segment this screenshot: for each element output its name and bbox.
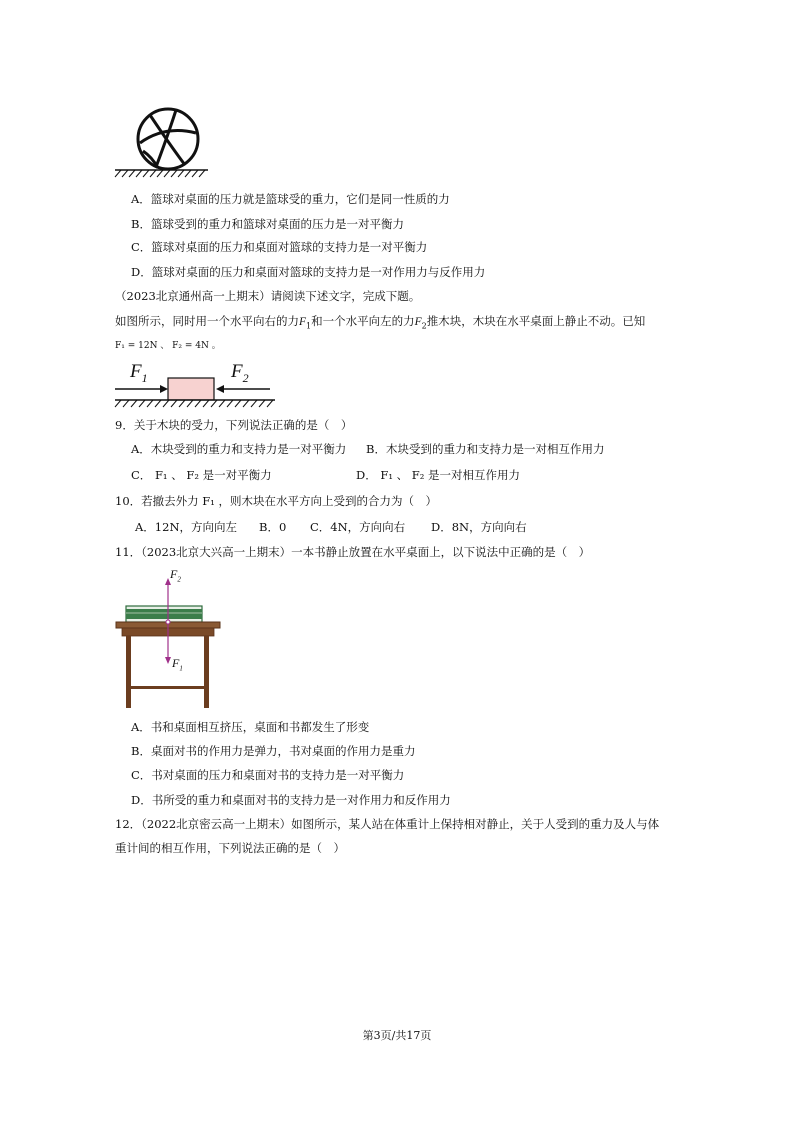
q10-option-d: D．8N，方向向右 — [431, 520, 527, 534]
q11-option-d: D．书所受的重力和桌面对书的支持力是一对作用力和反作用力 — [131, 793, 451, 807]
q11-option-c: C．书对桌面的压力和桌面对书的支持力是一对平衡力 — [131, 768, 405, 782]
table-leg-left — [126, 636, 131, 708]
fig-f1-label: $F_1$ — [172, 656, 183, 673]
q10-option-c: C．4N，方向向右 — [310, 520, 406, 534]
q9-stem: 9．关于木块的受力，下列说法正确的是（ ） — [115, 418, 353, 432]
q9-option-a: A．木块受到的重力和支持力是一对平衡力 — [131, 442, 347, 456]
page-footer: 第3页/共17页 — [362, 1029, 432, 1042]
block-f1-label: $F_1$ — [130, 361, 148, 385]
block-f2-label: $F_2$ — [231, 361, 249, 385]
passage-source: （2023北京通州高一上期末）请阅读下述文字，完成下题。 — [115, 289, 421, 303]
wooden-block — [168, 378, 214, 400]
passage-text: 如图所示，同时用一个水平向右的力$F_1$和一个水平向左的力$F_2$推木块，木块在水平桌面上静止不动。已知 — [115, 314, 646, 331]
q11-option-b: B．桌面对书的作用力是弹力，书对桌面的作用力是重力 — [131, 744, 416, 758]
q12-stem-line2: 重计间的相互作用，下列说法正确的是（ ） — [115, 841, 345, 855]
q10-option-a: A．12N，方向向左 — [135, 520, 237, 534]
fig-f2-label: $F_2$ — [170, 567, 181, 584]
table-leg-right — [204, 636, 209, 708]
passage-given: F₁ = 12N 、 F₂ = 4N 。 — [115, 341, 221, 351]
q12-stem-line1: 12．（2022北京密云高一上期末）如图所示，某人站在体重计上保持相对静止，关于人受到的重力及人与体 — [115, 817, 660, 831]
q8-option-b: B．篮球受到的重力和篮球对桌面的压力是一对平衡力 — [131, 217, 404, 231]
q10-option-b: B．0 — [259, 520, 287, 534]
q8-option-d: D．篮球对桌面的压力和桌面对篮球的支持力是一对作用力与反作用力 — [131, 265, 486, 279]
q11-stem: 11．（2023北京大兴高一上期末）一本书静止放置在水平桌面上，以下说法中正确的是（ ） — [115, 545, 591, 559]
q9-option-b: B．木块受到的重力和支持力是一对相互作用力 — [366, 442, 605, 456]
book-table-figure — [112, 566, 227, 711]
basketball-figure — [110, 105, 210, 185]
q8-option-a: A．篮球对桌面的压力就是篮球受的重力，它们是同一性质的力 — [131, 192, 450, 206]
q10-stem: 10．若撤去外力 F₁ ，则木块在水平方向上受到的合力为（ ） — [115, 494, 438, 508]
q8-option-c: C．篮球对桌面的压力和桌面对篮球的支持力是一对平衡力 — [131, 240, 428, 254]
q9-option-d: D． F₁ 、 F₂ 是一对相互作用力 — [356, 468, 521, 482]
q11-option-a: A．书和桌面相互挤压，桌面和书都发生了形变 — [131, 720, 370, 734]
q9-option-c: C． F₁ 、 F₂ 是一对平衡力 — [131, 468, 272, 482]
